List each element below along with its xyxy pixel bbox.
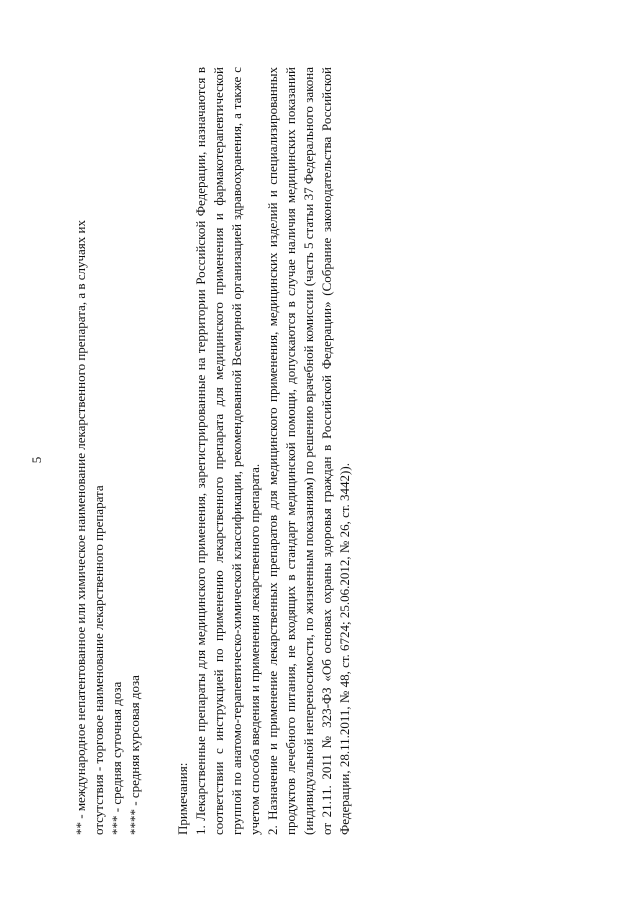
note-item-2: 2. Назначение и применение лекарственных препаратов для медицинского применения, медицинских изделий и специализированных продуктов лечебного питания, не входящих в стандарт медицинской помощи, допускаются в случае наличия медицинских показаний (индивидуальной непереносимости, по жизненным показаниям) по решению врачебной комиссии (часть 5 статьи 37 Федерального закона от 21.11. 2011 № 323-ФЗ «Об основах охраны здоровья граждан в Российской Федерации» (Собрание законодательства Российской Федерации, 28.11.2011, № 48, ст. 6724; 25.06.2012, № 26, ст. 3442)).: [265, 67, 352, 835]
footnote-line: отсутствия - торговое наименование лекарственного препарата: [91, 485, 106, 835]
footnote-line: *** - средняя суточная доза: [109, 681, 124, 835]
footnote-line: **** - средняя курсовая доза: [127, 675, 142, 835]
note-item-1: 1. Лекарственные препараты для медицинского применения, зарегистрированные на территории Российской Федерации, назначаются в соответствии с инструкцией по применению лекарственного препарата для медицинского применения и фармакотерапевтической группой по анатомо-терапевтическо-химической классификации, рекомендованной Всемирной организацией здравоохранения, а также с учетом способа введения и применения лекарственного препарата.: [193, 67, 262, 835]
notes-heading: Примечания:: [175, 762, 190, 835]
page-number: 5: [29, 456, 44, 464]
notes-section: [174, 67, 354, 835]
footnote-line: ** - международное непатентованное или химическое наименование лекарственного препарата, а в случаях их: [73, 220, 88, 835]
footnotes: [72, 55, 144, 835]
